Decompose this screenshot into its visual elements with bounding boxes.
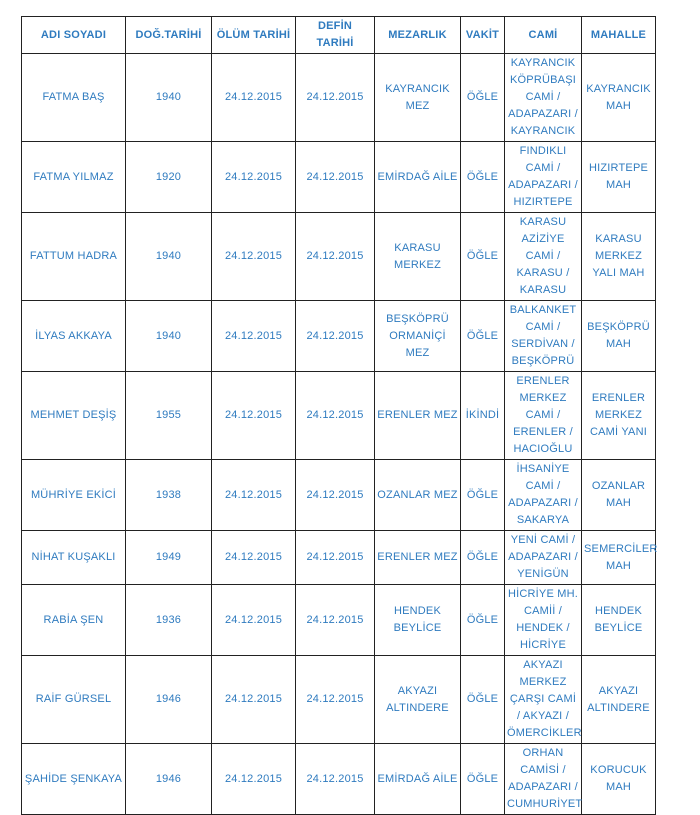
header-burial-date: DEFİN TARİHİ bbox=[296, 17, 375, 54]
cell-birth: 1940 bbox=[126, 54, 212, 142]
table-row bbox=[22, 656, 656, 744]
header-time: VAKİT bbox=[461, 17, 505, 54]
cell-time: ÖĞLE bbox=[461, 301, 505, 372]
cell-time: ÖĞLE bbox=[461, 460, 505, 531]
table-row bbox=[22, 301, 656, 372]
cell-time: ÖĞLE bbox=[461, 585, 505, 656]
cell-birth: 1946 bbox=[126, 744, 212, 815]
cell-name: MEHMET DEŞİŞ bbox=[22, 372, 126, 460]
cell-death: 24.12.2015 bbox=[212, 585, 296, 656]
cell-name: NİHAT KUŞAKLI bbox=[22, 531, 126, 585]
cell-death: 24.12.2015 bbox=[212, 213, 296, 301]
cell-birth: 1940 bbox=[126, 213, 212, 301]
cell-district: AKYAZI ALTINDERE bbox=[582, 656, 656, 744]
cell-cemetery: EMİRDAĞ AİLE bbox=[375, 744, 461, 815]
cell-district: HIZIRTEPE MAH bbox=[582, 142, 656, 213]
header-name: ADI SOYADI bbox=[22, 17, 126, 54]
cell-name: İLYAS AKKAYA bbox=[22, 301, 126, 372]
cell-cemetery: AKYAZI ALTINDERE bbox=[375, 656, 461, 744]
cell-name: FATMA BAŞ bbox=[22, 54, 126, 142]
cell-cemetery: ERENLER MEZ bbox=[375, 531, 461, 585]
cell-name: RABİA ŞEN bbox=[22, 585, 126, 656]
cell-time: ÖĞLE bbox=[461, 213, 505, 301]
cell-district: KAYRANCIK MAH bbox=[582, 54, 656, 142]
cell-birth: 1946 bbox=[126, 656, 212, 744]
cell-death: 24.12.2015 bbox=[212, 656, 296, 744]
cell-name: MÜHRİYE EKİCİ bbox=[22, 460, 126, 531]
cell-cemetery: ERENLER MEZ bbox=[375, 372, 461, 460]
cell-district: BEŞKÖPRÜ MAH bbox=[582, 301, 656, 372]
cell-death: 24.12.2015 bbox=[212, 372, 296, 460]
cell-name: RAİF GÜRSEL bbox=[22, 656, 126, 744]
cell-district: HENDEK BEYLİCE bbox=[582, 585, 656, 656]
cell-district: ERENLER MERKEZ CAMİ YANI bbox=[582, 372, 656, 460]
table-row bbox=[22, 744, 656, 815]
cell-cemetery: KAYRANCIK MEZ bbox=[375, 54, 461, 142]
cell-time: ÖĞLE bbox=[461, 656, 505, 744]
cell-burial: 24.12.2015 bbox=[296, 744, 375, 815]
cell-burial: 24.12.2015 bbox=[296, 460, 375, 531]
header-mosque: CAMİ bbox=[505, 17, 582, 54]
cell-time: ÖĞLE bbox=[461, 744, 505, 815]
table-row bbox=[22, 531, 656, 585]
cell-burial: 24.12.2015 bbox=[296, 585, 375, 656]
cell-cemetery: OZANLAR MEZ bbox=[375, 460, 461, 531]
table-row bbox=[22, 142, 656, 213]
header-death-date: ÖLÜM TARİHİ bbox=[212, 17, 296, 54]
header-district: MAHALLE bbox=[582, 17, 656, 54]
table-row bbox=[22, 54, 656, 142]
cell-mosque: ERENLER MERKEZ CAMİ / ERENLER / HACIOĞLU bbox=[505, 372, 582, 460]
cell-name: ŞAHİDE ŞENKAYA bbox=[22, 744, 126, 815]
cell-birth: 1940 bbox=[126, 301, 212, 372]
cell-burial: 24.12.2015 bbox=[296, 656, 375, 744]
table-row bbox=[22, 372, 656, 460]
cell-district: OZANLAR MAH bbox=[582, 460, 656, 531]
cell-death: 24.12.2015 bbox=[212, 744, 296, 815]
cell-mosque: YENİ CAMİ / ADAPAZARI / YENİGÜN bbox=[505, 531, 582, 585]
table-row bbox=[22, 213, 656, 301]
cell-name: FATTUM HADRA bbox=[22, 213, 126, 301]
cell-district: SEMERCİLER MAH bbox=[582, 531, 656, 585]
cell-birth: 1936 bbox=[126, 585, 212, 656]
cell-cemetery: KARASU MERKEZ bbox=[375, 213, 461, 301]
table-row bbox=[22, 460, 656, 531]
cell-birth: 1949 bbox=[126, 531, 212, 585]
cell-district: KARASU MERKEZ YALI MAH bbox=[582, 213, 656, 301]
cell-cemetery: HENDEK BEYLİCE bbox=[375, 585, 461, 656]
cell-birth: 1938 bbox=[126, 460, 212, 531]
cell-death: 24.12.2015 bbox=[212, 142, 296, 213]
cell-time: İKİNDİ bbox=[461, 372, 505, 460]
cell-death: 24.12.2015 bbox=[212, 460, 296, 531]
table-row bbox=[22, 585, 656, 656]
cell-cemetery: BEŞKÖPRÜ ORMANİÇİ MEZ bbox=[375, 301, 461, 372]
cell-time: ÖĞLE bbox=[461, 142, 505, 213]
cell-death: 24.12.2015 bbox=[212, 531, 296, 585]
funeral-announcements-table bbox=[21, 16, 656, 815]
cell-mosque: FINDIKLI CAMİ / ADAPAZARI / HIZIRTEPE bbox=[505, 142, 582, 213]
cell-burial: 24.12.2015 bbox=[296, 213, 375, 301]
cell-mosque: ORHAN CAMİSİ / ADAPAZARI / CUMHURİYET bbox=[505, 744, 582, 815]
header-birth-date: DOĞ.TARİHİ bbox=[126, 17, 212, 54]
cell-burial: 24.12.2015 bbox=[296, 54, 375, 142]
cell-district: KORUCUK MAH bbox=[582, 744, 656, 815]
cell-burial: 24.12.2015 bbox=[296, 301, 375, 372]
cell-mosque: KAYRANCIK KÖPRÜBAŞI CAMİ / ADAPAZARI / KAYRANCIK bbox=[505, 54, 582, 142]
cell-mosque: HİCRİYE MH. CAMİİ / HENDEK / HİCRİYE bbox=[505, 585, 582, 656]
table-header-row bbox=[22, 17, 656, 54]
cell-name: FATMA YILMAZ bbox=[22, 142, 126, 213]
cell-mosque: KARASU AZİZİYE CAMİ / KARASU / KARASU bbox=[505, 213, 582, 301]
cell-mosque: İHSANİYE CAMİ / ADAPAZARI / SAKARYA bbox=[505, 460, 582, 531]
cell-mosque: BALKANKET CAMİ / SERDİVAN / BEŞKÖPRÜ bbox=[505, 301, 582, 372]
cell-burial: 24.12.2015 bbox=[296, 372, 375, 460]
funeral-table-container bbox=[21, 16, 656, 815]
cell-time: ÖĞLE bbox=[461, 531, 505, 585]
cell-birth: 1955 bbox=[126, 372, 212, 460]
cell-cemetery: EMİRDAĞ AİLE bbox=[375, 142, 461, 213]
cell-birth: 1920 bbox=[126, 142, 212, 213]
cell-death: 24.12.2015 bbox=[212, 54, 296, 142]
header-cemetery: MEZARLIK bbox=[375, 17, 461, 54]
cell-burial: 24.12.2015 bbox=[296, 142, 375, 213]
cell-death: 24.12.2015 bbox=[212, 301, 296, 372]
cell-time: ÖĞLE bbox=[461, 54, 505, 142]
cell-mosque: AKYAZI MERKEZ ÇARŞI CAMİ / AKYAZI / ÖMERCİKLER bbox=[505, 656, 582, 744]
cell-burial: 24.12.2015 bbox=[296, 531, 375, 585]
